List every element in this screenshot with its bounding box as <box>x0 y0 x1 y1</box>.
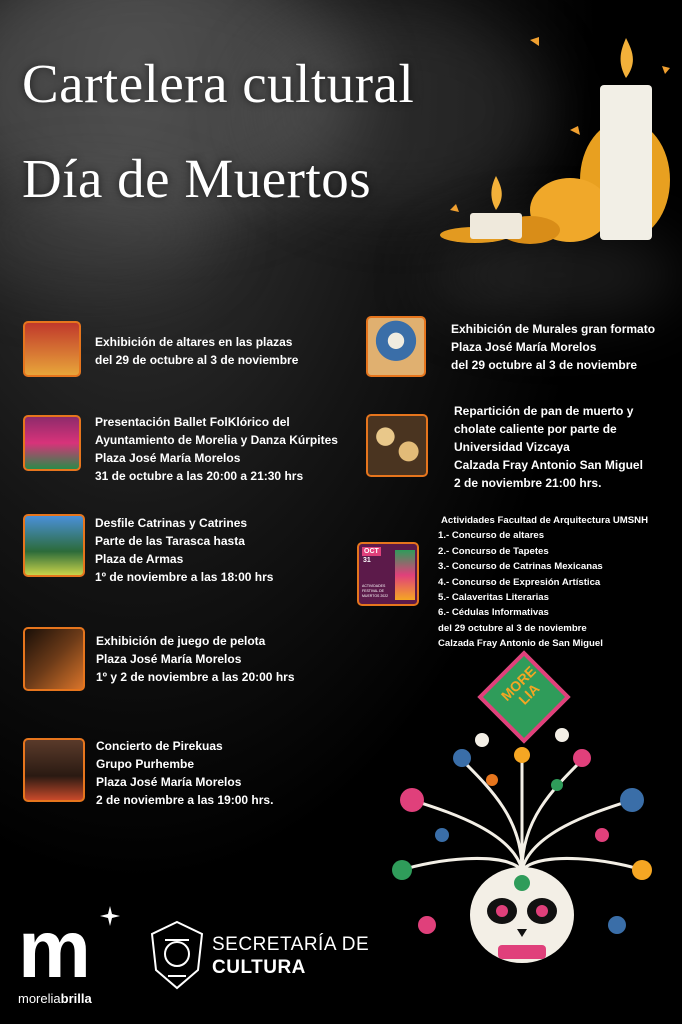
juego-pelota-photo <box>23 627 85 691</box>
event-ballet <box>95 413 338 485</box>
event-line: 31 de octubre a las 20:00 a 21:30 hrs <box>95 469 304 483</box>
event-line: del 29 de octubre al 3 de noviembre <box>95 353 299 367</box>
arch-item: 4.- Concurso de Expresión Artística <box>438 576 601 588</box>
brand-regular: morelia <box>18 991 61 1006</box>
arch-item: 1.- Concurso de altares <box>438 530 545 542</box>
arch-item: 3.- Concurso de Catrinas Mexicanas <box>438 561 603 573</box>
mural-photo <box>366 316 426 377</box>
arch-place: Calzada Fray Antonio de San Miguel <box>438 638 603 650</box>
arch-item: 2.- Concurso de Tapetes <box>438 545 549 557</box>
event-line: Plaza José María Morelos <box>96 652 242 666</box>
desfile-catrinas-photo <box>23 514 85 577</box>
event-juego-pelota <box>96 632 295 686</box>
flyer-pattern <box>395 550 415 600</box>
event-line: Universidad Vizcaya <box>454 440 570 454</box>
event-desfile <box>95 514 273 586</box>
arch-heading: Actividades Facultad de Arquitectura UMSNH <box>441 515 649 526</box>
ballet-folklorico-photo <box>23 415 81 471</box>
event-line: Exhibición de juego de pelota <box>96 634 266 648</box>
arquitectura-flyer <box>357 542 419 606</box>
moreliabrilla-logo: m <box>18 904 88 995</box>
event-altares <box>95 333 298 369</box>
event-line: Concierto de Pirekuas <box>96 739 223 753</box>
event-line: Plaza de Armas <box>95 552 184 566</box>
pirekuas-photo <box>23 738 85 802</box>
event-line: del 29 octubre al 3 de noviembre <box>451 358 638 372</box>
event-line: Exhibición de Murales gran formato <box>451 322 656 336</box>
event-line: Ayuntamiento de Morelia y Danza Kúrpites <box>95 433 338 447</box>
event-murales <box>451 320 655 374</box>
flyer-month: OCT <box>364 548 379 555</box>
arch-dates: del 29 octubre al 3 de noviembre <box>438 622 587 634</box>
event-line: Plaza José María Morelos <box>451 340 597 354</box>
catrina-skull-tree-illustration <box>372 700 672 1010</box>
arch-item: 6.- Cédulas Informativas <box>438 607 549 619</box>
event-line: Calzada Fray Antonio San Miguel <box>454 458 643 472</box>
event-line: Presentación Ballet FolKlórico del <box>95 415 290 429</box>
pan-de-muerto-photo <box>366 414 428 477</box>
morelia-coat-of-arms-icon <box>148 920 206 990</box>
altares-photo <box>23 321 81 377</box>
secretaria-cultura <box>212 933 369 979</box>
title-line-1: Cartelera cultural <box>22 53 415 114</box>
event-line: Desfile Catrinas y Catrines <box>95 516 248 530</box>
brand-bold: brilla <box>60 991 92 1006</box>
event-line: 1º de noviembre a las 18:00 hrs <box>95 570 274 584</box>
sparkle-icon <box>100 906 120 926</box>
candles-marigolds-illustration <box>430 30 682 245</box>
flyer-day: 31 <box>363 557 371 564</box>
event-line: cholate caliente por parte de <box>454 422 617 436</box>
event-line: 2 de noviembre 21:00 hrs. <box>454 476 602 490</box>
event-line: Exhibición de altares en las plazas <box>95 335 293 349</box>
event-line: Plaza José María Morelos <box>96 775 242 789</box>
event-pirekuas <box>96 737 273 809</box>
flyer-caption: ACTIVIDADES FESTIVAL DE MUERTOS 2022 <box>362 584 389 598</box>
secretaria-line-2: CULTURA <box>212 957 306 978</box>
event-line: Grupo Purhembe <box>96 757 195 771</box>
event-line: Repartición de pan de muerto y <box>454 404 634 418</box>
brand-name <box>18 991 92 1006</box>
event-line: Parte de las Tarasca hasta <box>95 534 245 548</box>
title-line-2: Día de Muertos <box>22 148 372 209</box>
secretaria-line-1: SECRETARÍA DE <box>212 934 370 955</box>
event-line: 2 de noviembre a las 19:00 hrs. <box>96 793 274 807</box>
event-pan-de-muerto <box>454 402 643 492</box>
event-line: 1º y 2 de noviembre a las 20:00 hrs <box>96 670 295 684</box>
morelia-badge-text: MORELIA <box>497 662 543 708</box>
arch-item: 5.- Calaveritas Literarias <box>438 592 549 604</box>
arquitectura-activities <box>438 513 648 652</box>
event-line: Plaza José María Morelos <box>95 451 241 465</box>
